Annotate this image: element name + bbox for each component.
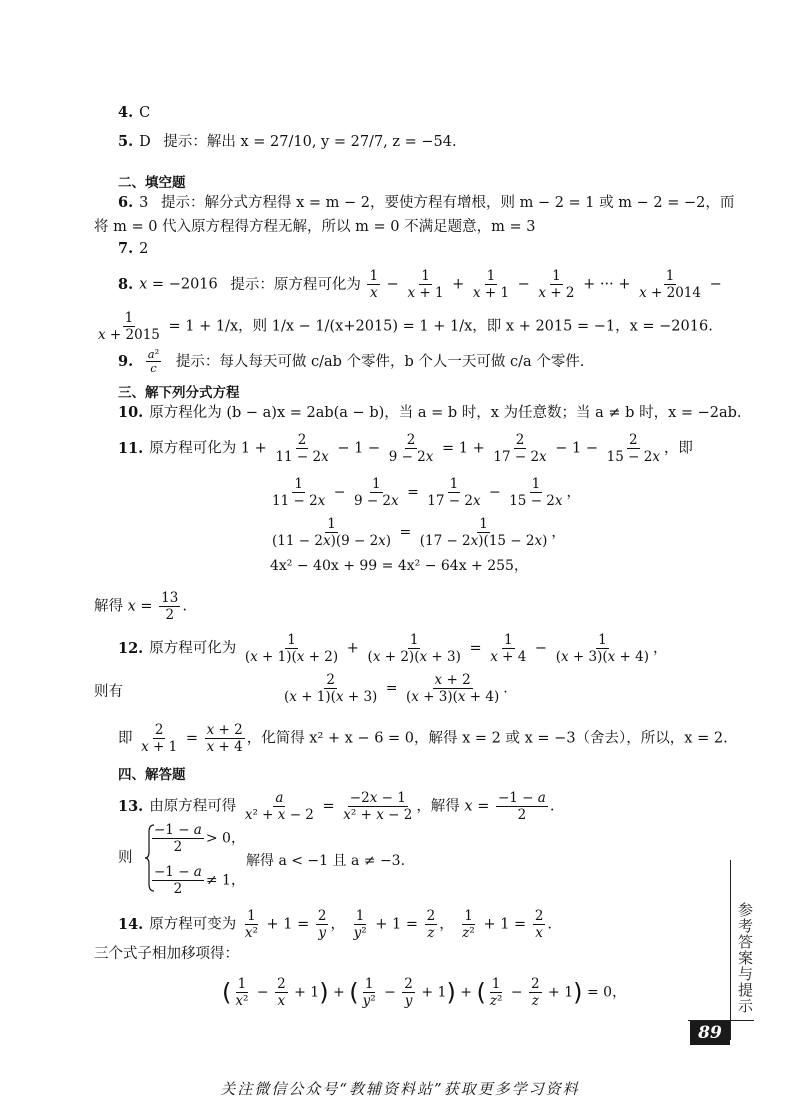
answer-13: 13. 由原方程可得 $\frac{a}{\text{x² + x − 2}}$ = $\frac{-2x - 1}{\text{x² + x − 2}}$ ，解得 x = $\frac{-1 - a}{2}$ . (118, 790, 555, 823)
q12-simplify: 即 $\frac{2}{x + 1}$ = $\frac{x + 2}{x + 4}$ ，化简得 x² + x − 6 = 0，解得 x = 2 或 x = −3（舍去），所以，x = 2. (118, 722, 728, 755)
answer-11: 11. 原方程可化为 1 + $\frac{2}{11 - 2x}$ − 1 − $\frac{2}{9 - 2x}$ = 1 + $\frac{2}{17 - 2x}$ − 1 − $\frac{2}{15 - 2x}$ ，即 (118, 432, 693, 465)
q13-result: 解得 a < −1 且 a ≠ −3. (246, 853, 406, 869)
answer-14: 14. 原方程可变为 $\frac{1}{\text{x²}}$ + 1 = $\frac{2}{y}$ ， $\frac{1}{\text{y²}}$ + 1 = $\frac{2}{z}$ ， $\frac{1}{\text{z²}}$ + 1 = $\frac{2}{x}$ . (118, 908, 553, 941)
q11-eq3: 4x² − 40x + 99 = 4x² − 64x + 255， (270, 558, 528, 574)
section-problems: 四、解答题 (118, 767, 186, 783)
q11-solution: 解得 x = $\frac{13}{2}$ . (94, 590, 187, 623)
answer-10: 10. 原方程化为 (b − a)x = 2ab(a − b)，当 a = b 时，x 为任意数；当 a ≠ b 时，x = −2ab. (118, 404, 742, 421)
answer-8-cont: $\frac{1}{x + 2015}$ = 1 + 1/x，则 1/x − 1/(x+2015) = 1 + 1/x，即 x + 2015 = −1，x = −2016. (98, 310, 713, 343)
q13-cond1: $\frac{-1 - a}{2}$ > 0， (154, 822, 245, 855)
q12-then: 则有 (94, 684, 123, 700)
answer-7: 7. 2 (118, 240, 149, 257)
footer-note: 关注微信公众号“教辅资料站”获取更多学习资料 (220, 1080, 580, 1098)
side-rule-vertical (730, 860, 731, 1040)
q12-eq: $\frac{2}{(x + 1)(x + 3)}$ = $\frac{x + 2}{(x + 3)(x + 4)}$ . (284, 672, 508, 705)
q11-eq1: $\frac{1}{11 - 2x}$ − $\frac{1}{9 - 2x}$ = $\frac{1}{17 - 2x}$ − $\frac{1}{15 - 2x}$ ， (272, 476, 581, 509)
side-tab: 参考答案与提示 (736, 902, 754, 1014)
q14-add: 三个式子相加移项得： (94, 946, 239, 962)
q11-eq2: $\frac{1}{(11 - 2x)(9 - 2x)}$ = $\frac{1}{(17 - 2x)(15 - 2x)}$ ， (272, 516, 566, 549)
answer-12: 12. 原方程可化为 $\frac{1}{(x + 1)(x + 2)}$ + $\frac{1}{(x + 2)(x + 3)}$ = $\frac{1}{x + 4}$ − $\frac{1}{(x + 3)(x + 4)}$ ， (118, 632, 668, 665)
section-fill-blank: 二、填空题 (118, 175, 186, 191)
answer-5: 5. D 提示：解出 x = 27/10, y = 27/7, z = −54. (118, 133, 457, 150)
section-solve-equations: 三、解下列分式方程 (118, 385, 240, 401)
answer-6-cont: 将 m = 0 代入原方程得方程无解，所以 m = 0 不满足题意，m = 3 (94, 219, 536, 235)
answer-6: 6. 3 提示：解分式方程得 x = m − 2，要使方程有增根，则 m − 2 = 1 或 m − 2 = −2，而 (118, 194, 735, 211)
answer-4: 4. C (118, 104, 151, 121)
answer-9: 9. $\frac{\text{a²}}{c}$ 提示：每人每天可做 c/ab 个零件，b 个人一天可做 c/a 个零件. (118, 347, 585, 375)
q5-math: x = 27/10, y = 27/7, z = −54. (240, 134, 457, 150)
q13-then: 则 (118, 850, 133, 866)
q14-sum: ( $\frac{1}{\text{x²}}$ − $\frac{2}{x}$ + 1) + ( $\frac{1}{\text{y²}}$ − $\frac{2}{y}$ + 1) + ( $\frac{1}{\text{z²}}$ − $\frac{2}{z}$ + 1) = 0， (222, 976, 627, 1009)
q13-cond2: $\frac{-1 - a}{2}$ ≠ 1， (154, 864, 245, 897)
answer-8: 8. x = −2016 提示：原方程可化为 $\frac{1}{x}$ − $\frac{1}{x + 1}$ + $\frac{1}{x + 1}$ − $\frac{1}{x + 2}$ + ··· + $\frac{1}{x + 2014}$ − (118, 268, 722, 301)
page-number: 89 (690, 1021, 730, 1045)
